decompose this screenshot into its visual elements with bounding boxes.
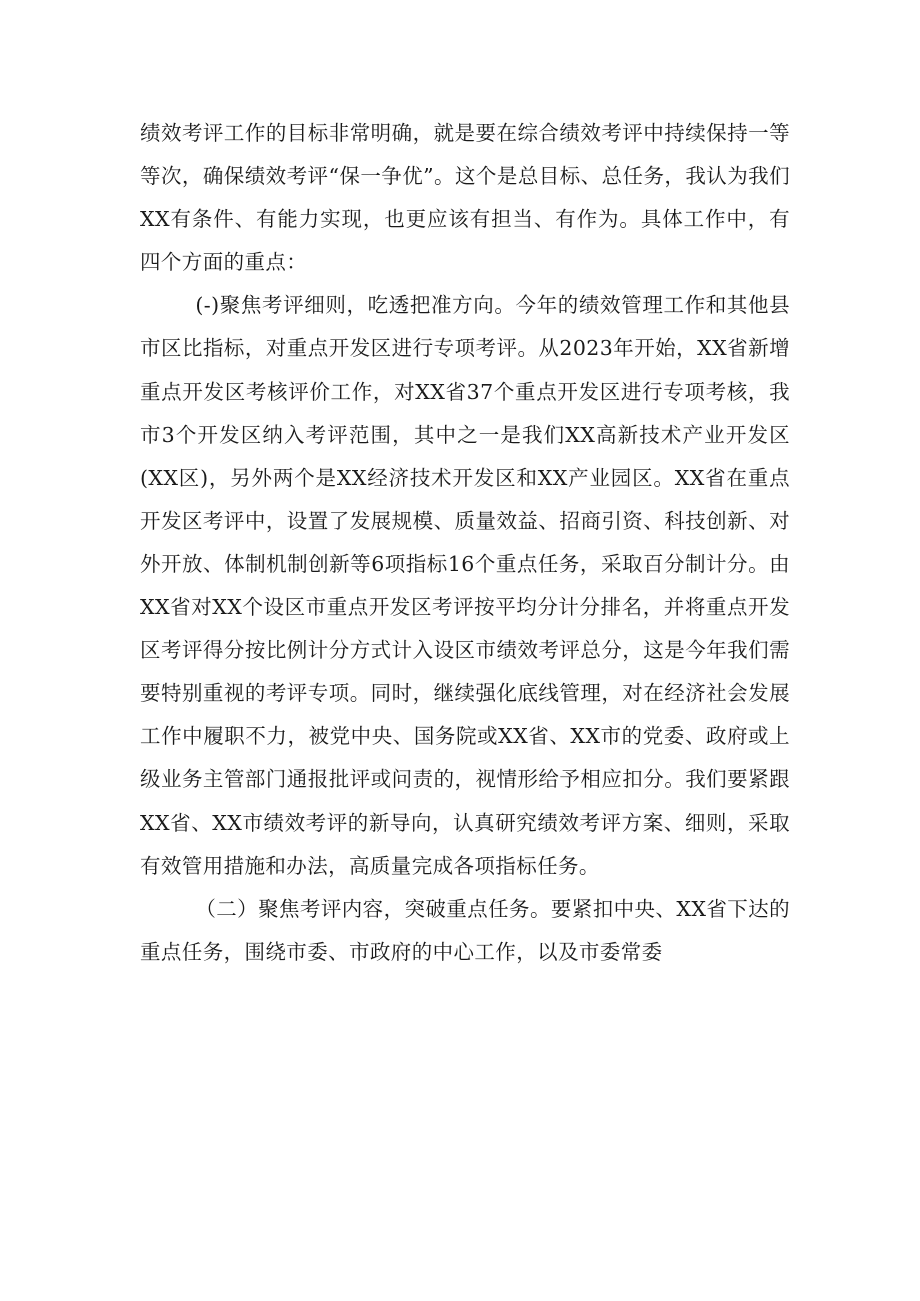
paragraph-section-two: （二）聚焦考评内容，突破重点任务。要紧扣中央、XX省下达的重点任务，围绕市委、市政府的中心工作，以及市委常委 <box>140 896 790 964</box>
document-body <box>140 112 790 974</box>
paragraph-goal-intro: 绩效考评工作的目标非常明确，就是要在综合绩效考评中持续保持一等等次，确保绩效考评“保一争优”。这个是总目标、总任务，我认为我们XX有条件、有能力实现，也更应该有担当、有作为。具体工作中，有四个方面的重点： <box>140 121 790 275</box>
paragraph-section-one: (-)聚焦考评细则，吃透把准方向。今年的绩效管理工作和其他县市区比指标，对重点开发区进行专项考评。从2023年开始，XX省新增重点开发区考核评价工作，对XX省37个重点开发区进行专项考核，我市3个开发区纳入考评范围，其中之一是我们XX高新技术产业开发区(XX区)，另外两个是XX经济技术开发区和XX产业园区。XX省在重点开发区考评中，设置了发展规模、质量效益、招商引资、科技创新、对外开放、体制机制创新等6项指标16个重点任务，采取百分制计分。由XX省对XX个设区市重点开发区考评按平均分计分排名，并将重点开发区考评得分按比例计分方式计入设区市绩效考评总分，这是今年我们需要特别重视的考评专项。同时，继续强化底线管理，对在经济社会发展工作中履职不力，被党中央、国务院或XX省、XX市的党委、政府或上级业务主管部门通报批评或问责的，视情形给予相应扣分。我们要紧跟XX省、XX市绩效考评的新导向，认真研究绩效考评方案、细则，采取有效管用措施和办法，高质量完成各项指标任务。 <box>140 293 790 878</box>
